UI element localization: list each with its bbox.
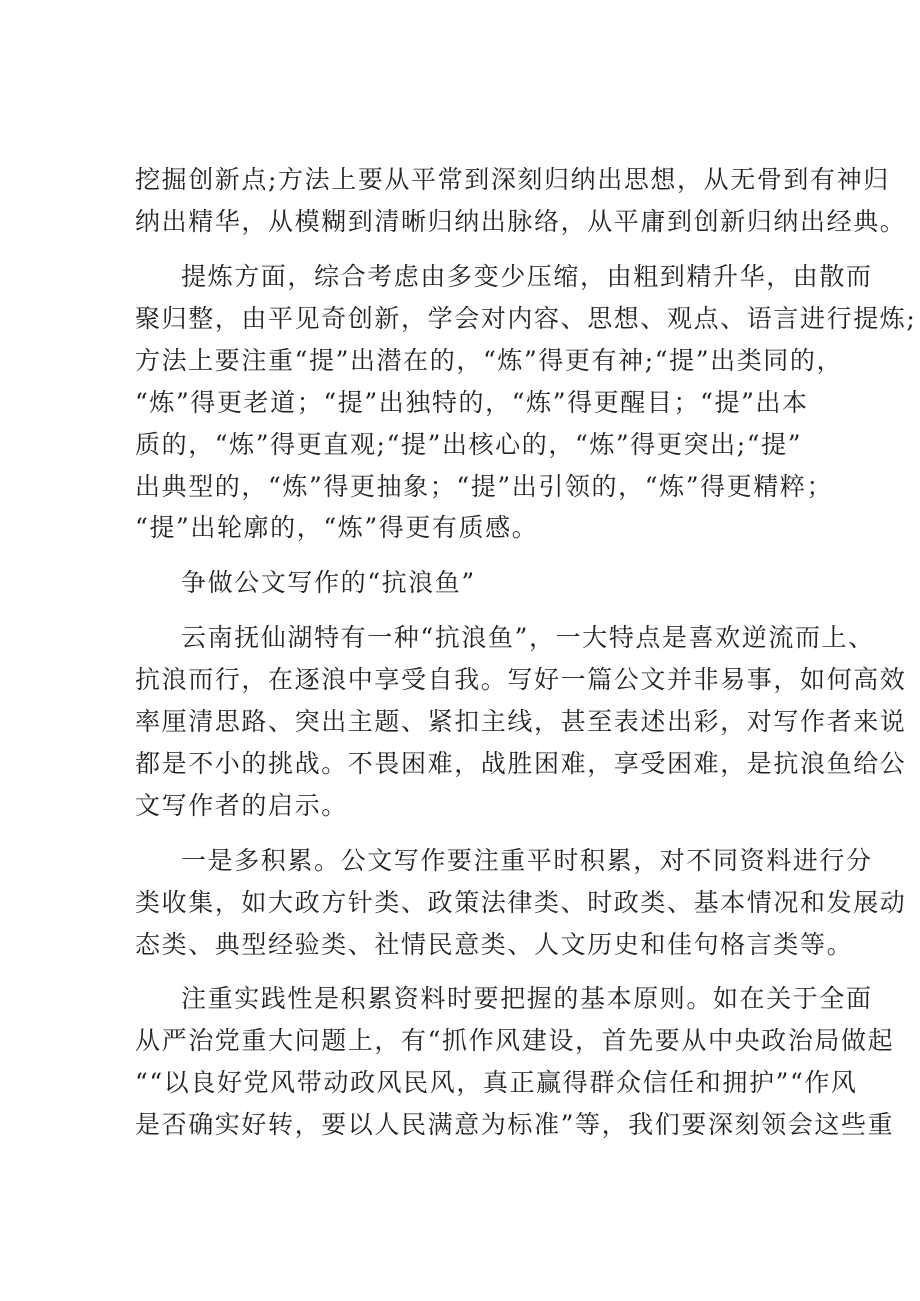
paragraph-2-line-3: 方法上要注重“提”出潜在的，“炼”得更有神;“提”出类同的， xyxy=(135,346,844,375)
paragraph-6-line-3: ““以良好党风带动政风民风，真正赢得群众信任和拥护”“作风 xyxy=(135,1068,858,1097)
paragraph-2-line-7: “提”出轮廓的，“炼”得更有质感。 xyxy=(135,513,539,542)
paragraph-4-line-5: 文写作者的启示。 xyxy=(135,791,348,820)
paragraph-4-line-2: 抗浪而行，在逐浪中享受自我。写好一篇公文并非易事，如何高效 xyxy=(135,665,907,694)
paragraph-4-line-1: 云南抚仙湖特有一种“抗浪鱼”，一大特点是喜欢逆流而上、 xyxy=(181,623,875,652)
paragraph-5-line-1: 一是多积累。公文写作要注重平时积累，对不同资料进行分 xyxy=(181,846,873,875)
paragraph-2-line-2: 聚归整，由平见奇创新，学会对内容、思想、观点、语言进行提炼; xyxy=(135,304,917,333)
paragraph-2-line-1: 提炼方面，综合考虑由多变少压缩，由粗到精升华，由散而 xyxy=(181,262,873,291)
paragraph-1-line-2: 纳出精华，从模糊到清晰归纳出脉络，从平庸到创新归纳出经典。 xyxy=(135,207,907,236)
paragraph-6-line-4: 是否确实好转，要以人民满意为标准”等，我们要深刻领会这些重 xyxy=(135,1110,895,1139)
paragraph-4-line-4: 都是不小的挑战。不畏困难，战胜困难，享受困难，是抗浪鱼给公 xyxy=(135,749,907,778)
paragraph-4-line-3: 率厘清思路、突出主题、紧扣主线，甚至表述出彩，对写作者来说 xyxy=(135,707,907,736)
paragraph-6-line-1: 注重实践性是积累资料时要把握的基本原则。如在关于全面 xyxy=(181,984,873,1013)
section-heading-line: 争做公文写作的“抗浪鱼” xyxy=(181,568,476,597)
paragraph-2-line-5: 质的，“炼”得更直观;“提”出核心的，“炼”得更突出;“提” xyxy=(135,430,803,459)
paragraph-5-line-3: 态类、典型经验类、社情民意类、人文历史和佳句格言类等。 xyxy=(135,930,854,959)
paragraph-2-line-6: 出典型的，“炼”得更抽象；“提”出引领的，“炼”得更精粹； xyxy=(135,472,834,501)
paragraph-2-line-4: “炼”得更老道；“提”出独特的，“炼”得更醒目；“提”出本 xyxy=(135,388,809,417)
paragraph-1-line-1: 挖掘创新点;方法上要从平常到深刻归纳出思想，从无骨到有神归 xyxy=(135,165,890,194)
paragraph-5-line-2: 类收集，如大政方针类、政策法律类、时政类、基本情况和发展动 xyxy=(135,888,907,917)
paragraph-6-line-2: 从严治党重大问题上，有“抓作风建设，首先要从中央政治局做起 xyxy=(135,1026,895,1055)
